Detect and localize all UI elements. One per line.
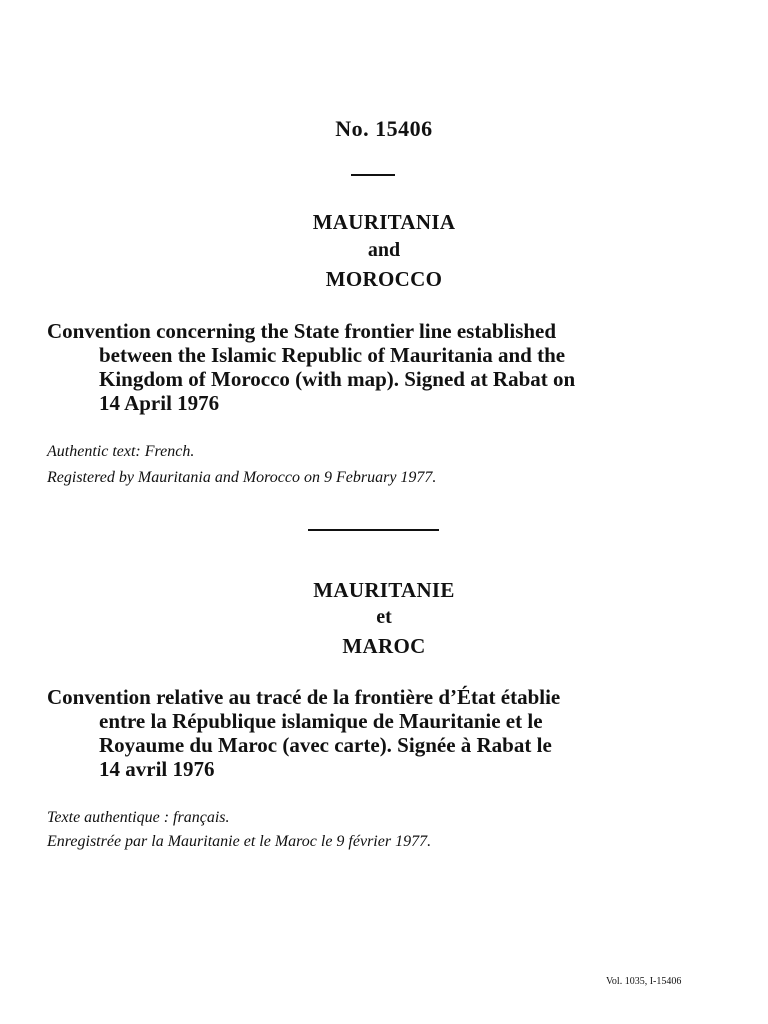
english-conjunction: and — [367, 239, 401, 261]
volume-reference: Vol. 1035, I-15406 — [606, 976, 682, 987]
english-title-line-2: between the Islamic Republic of Mauritania and the — [99, 343, 566, 367]
document-number: No. 15406 — [335, 116, 433, 141]
french-authentic-text: Texte authentique : français. — [47, 809, 230, 826]
french-party-2: MAROC — [342, 634, 426, 658]
long-divider — [308, 529, 439, 531]
french-title-line-1: Convention relative au tracé de la frontière d’État établie — [47, 685, 561, 709]
english-authentic-text: Authentic text: French. — [47, 443, 195, 460]
french-title-line-2: entre la République islamique de Mauritanie et le — [99, 709, 543, 733]
short-divider — [351, 174, 395, 176]
english-title-line-3: Kingdom of Morocco (with map). Signed at Rabat on — [99, 367, 576, 391]
english-party-1: MAURITANIA — [312, 210, 456, 234]
english-convention-title — [47, 319, 575, 415]
french-title-line-4: 14 avril 1976 — [99, 757, 215, 781]
english-registration-note: Registered by Mauritania and Morocco on 9 February 1977. — [47, 469, 437, 486]
english-party-2: MOROCCO — [325, 267, 443, 291]
french-convention-title — [47, 685, 560, 781]
french-conjunction: et — [376, 606, 392, 628]
french-party-1: MAURITANIE — [313, 578, 455, 602]
french-title-line-3: Royaume du Maroc (avec carte). Signée à Rabat le — [99, 733, 552, 757]
english-title-line-1: Convention concerning the State frontier line established — [47, 319, 557, 343]
french-registration-note: Enregistrée par la Mauritanie et le Maroc le 9 février 1977. — [47, 833, 432, 850]
english-title-line-4: 14 April 1976 — [99, 391, 220, 415]
